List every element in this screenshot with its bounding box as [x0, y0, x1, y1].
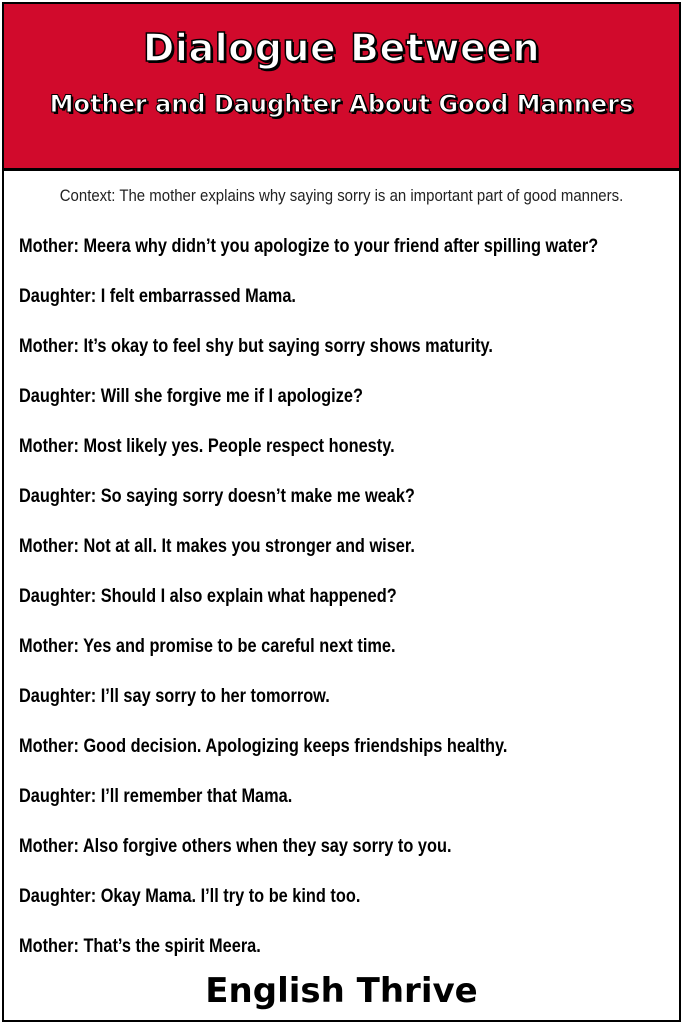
dialogue-line: Daughter: I’ll say sorry to her tomorrow. [19, 686, 330, 707]
dialogue-line: Daughter: Will she forgive me if I apologize? [19, 386, 363, 407]
dialogue-line: Mother: Yes and promise to be careful next time. [19, 636, 396, 657]
title-banner [4, 4, 679, 171]
context-note: Context: The mother explains why saying sorry is an important part of good manners. [59, 186, 624, 205]
page-subtitle: Mother and Daughter About Good Manners [49, 90, 634, 118]
dialogue-line: Mother: It’s okay to feel shy but saying sorry shows maturity. [19, 336, 493, 357]
dialogue-line: Mother: That’s the spirit Meera. [19, 936, 261, 957]
page-frame [2, 2, 681, 1022]
dialogue-line: Daughter: Should I also explain what happened? [19, 586, 397, 607]
brand-footer: English Thrive [205, 971, 478, 1011]
dialogue-line: Daughter: I’ll remember that Mama. [19, 786, 293, 807]
dialogue-line: Mother: Not at all. It makes you stronger and wiser. [19, 536, 415, 557]
dialogue-line: Mother: Also forgive others when they say sorry to you. [19, 836, 452, 857]
dialogue-line: Mother: Good decision. Apologizing keeps friendships healthy. [19, 736, 508, 757]
page-title: Dialogue Between [142, 26, 541, 70]
dialogue-line: Mother: Most likely yes. People respect honesty. [19, 436, 395, 457]
dialogue-line: Daughter: So saying sorry doesn’t make me weak? [19, 486, 415, 507]
dialogue-line: Daughter: Okay Mama. I’ll try to be kind too. [19, 886, 361, 907]
dialogue-line: Mother: Meera why didn’t you apologize to your friend after spilling water? [19, 236, 599, 257]
dialogue-line: Daughter: I felt embarrassed Mama. [19, 286, 296, 307]
